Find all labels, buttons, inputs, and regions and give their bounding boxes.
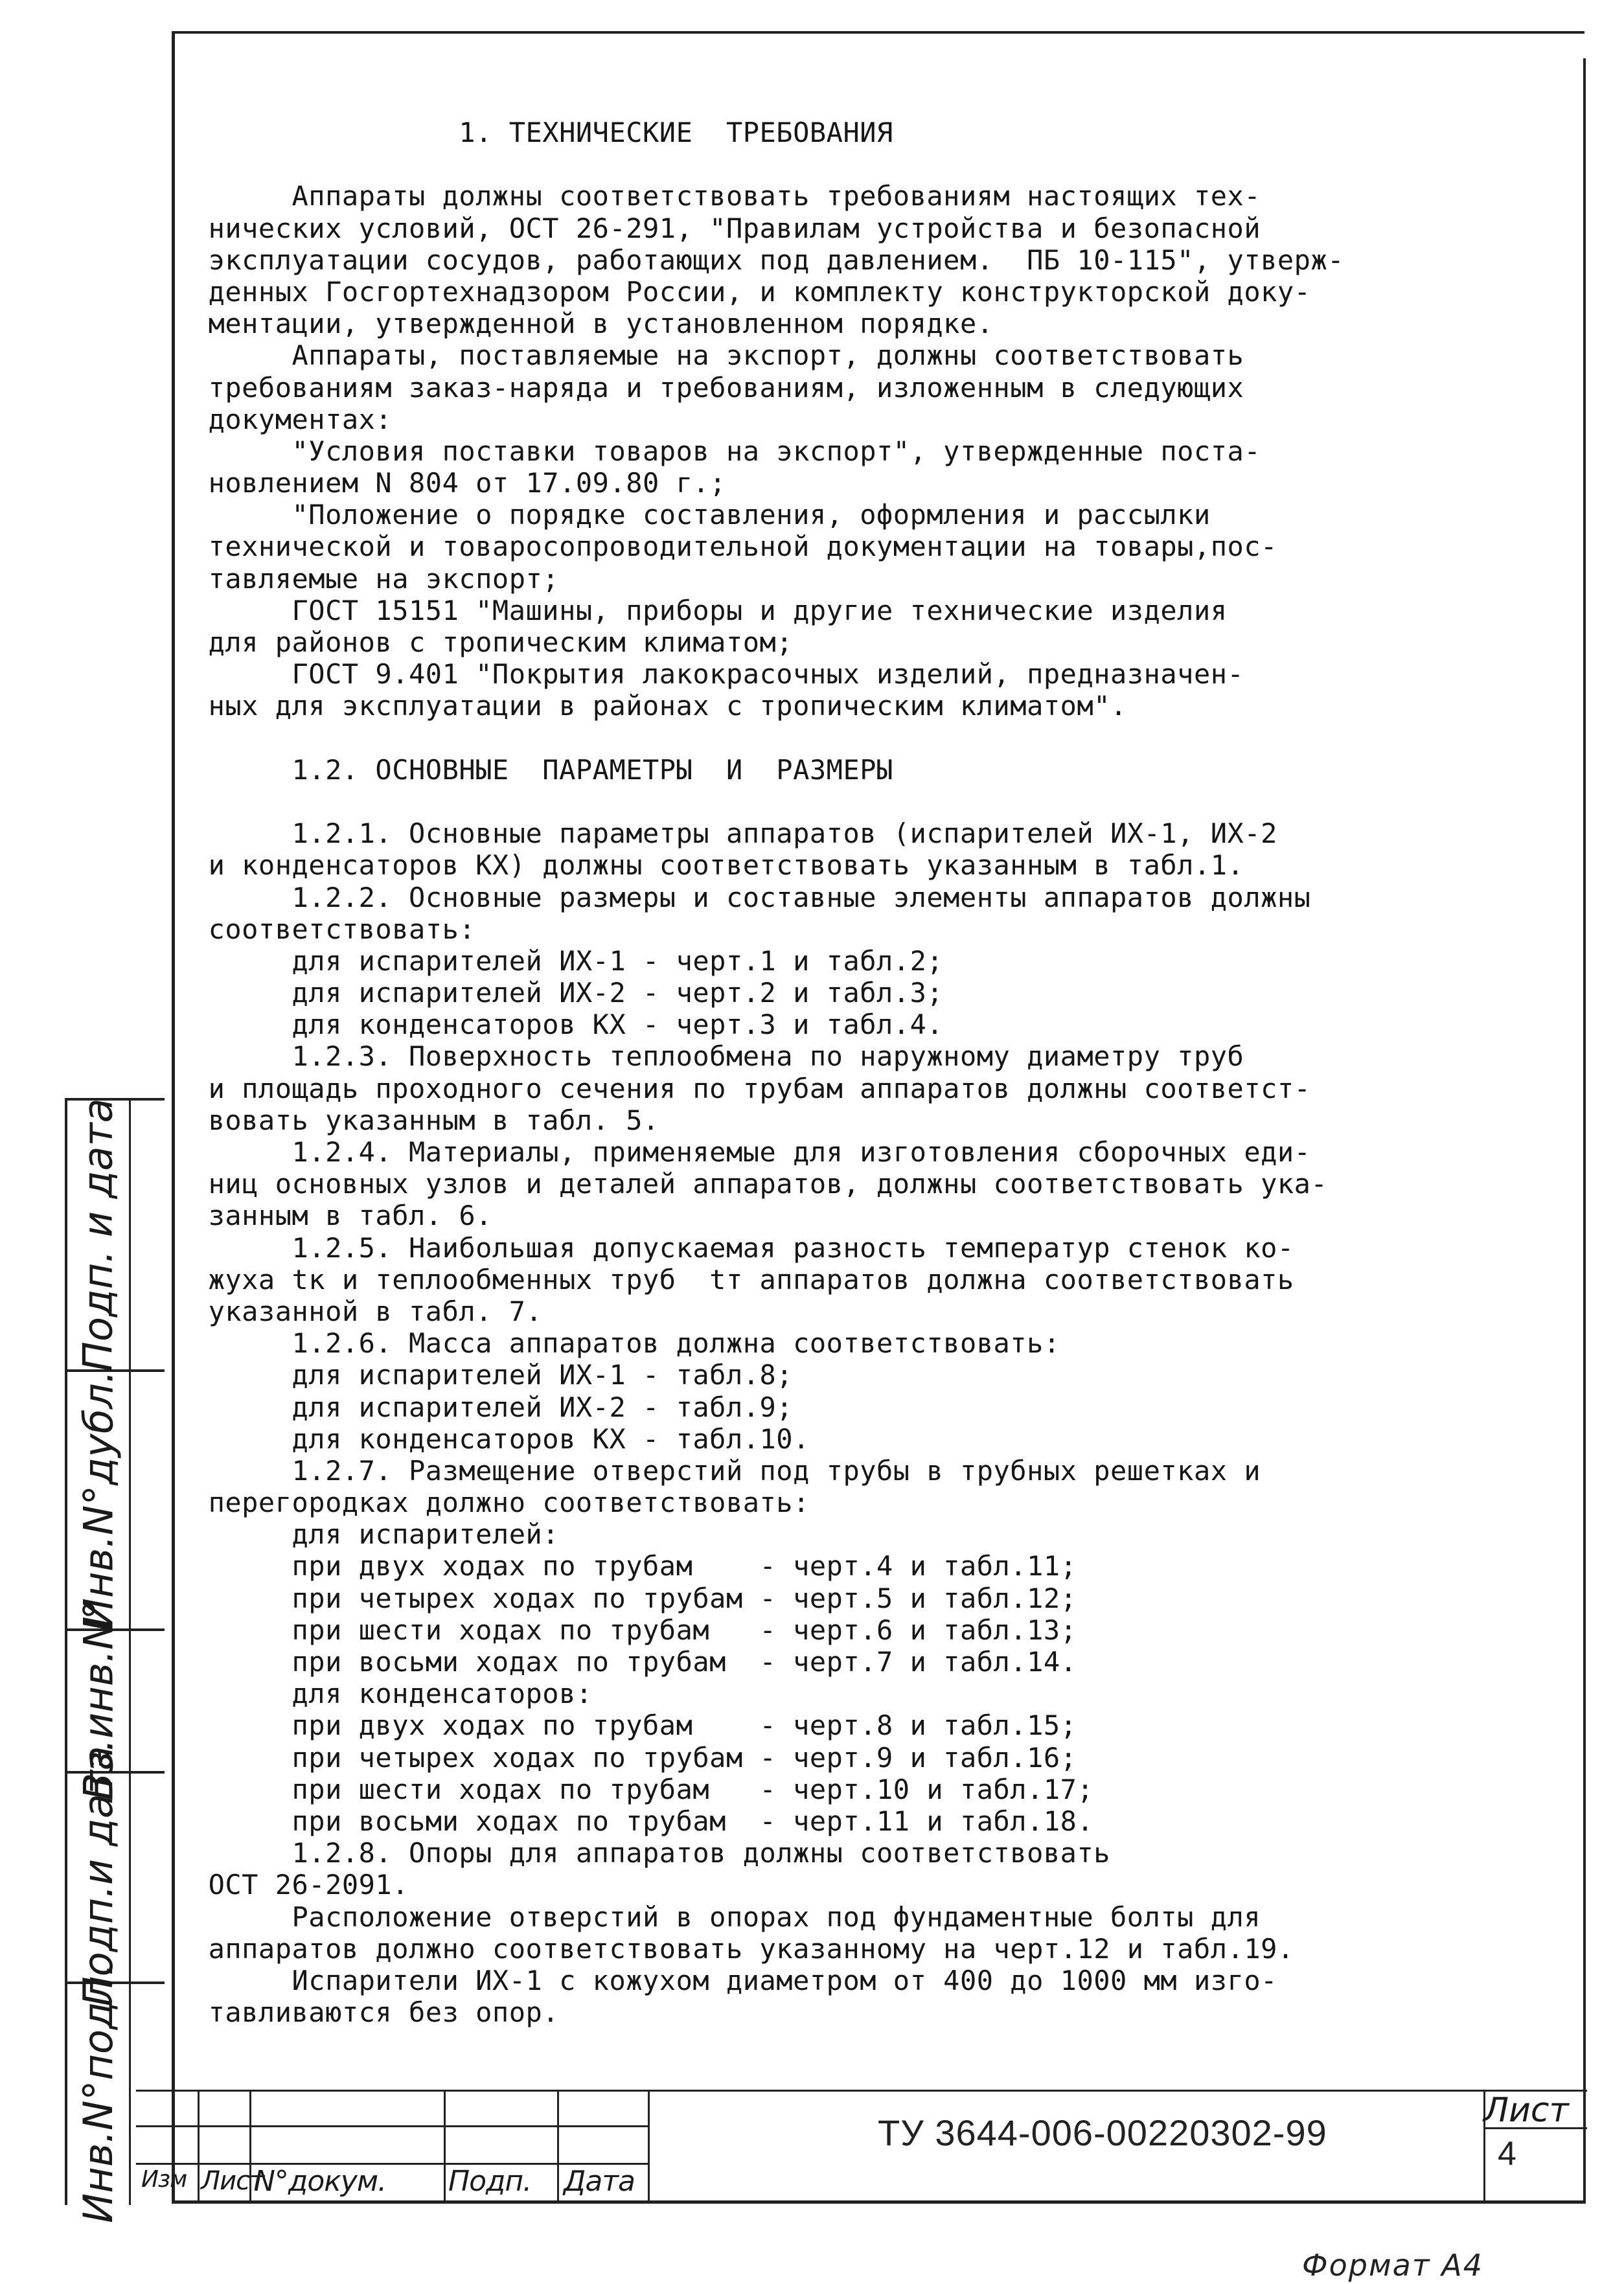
text-line: для испарителей:	[175, 1518, 560, 1551]
text-line	[175, 148, 1581, 180]
text-line: 1.2.1. Основные параметры аппаратов (испарителей ИХ-1, ИХ-2	[175, 817, 1277, 850]
column-label-date: Дата	[564, 2165, 635, 2198]
format-label: Формат А4	[1302, 2248, 1483, 2283]
text-line: соответствовать:	[175, 913, 476, 945]
document-body	[175, 117, 1581, 2028]
side-stamp	[65, 1098, 165, 2224]
text-line: эксплуатации сосудов, работающих под давлением. ПБ 10-115", утверж-	[175, 244, 1345, 276]
column-label-sheet: Лист	[201, 2166, 264, 2196]
text-line: при восьми ходах по трубам - черт.7 и табл.14.	[175, 1646, 1077, 1678]
text-line: требованиям заказ-наряда и требованиям, изложенным в следующих	[175, 371, 1244, 404]
frame-top-border	[172, 31, 1584, 34]
text-line: для испарителей ИХ-2 - табл.9;	[175, 1391, 794, 1423]
text-line: при шести ходах по трубам - черт.6 и табл.13;	[175, 1614, 1077, 1646]
sheet-label: Лист	[1483, 2091, 1569, 2130]
side-stamp-signature-date-2: Подп.и дата	[74, 1746, 122, 2007]
frame-right-border	[1583, 58, 1586, 2202]
column-label-document: N°докум.	[254, 2165, 387, 2198]
text-line: денных Госгортехнадзором России, и комплекту конструкторской доку-	[175, 275, 1311, 308]
text-line: указанной в табл. 7.	[175, 1295, 543, 1327]
text-line: для конденсаторов КХ - табл.10.	[175, 1422, 810, 1455]
text-line: Аппараты должны соответствовать требованиям настоящих тех-	[175, 180, 1261, 212]
text-line: для испарителей ИХ-1 - черт.1 и табл.2;	[175, 944, 944, 977]
text-line: Испарители ИХ-1 с кожухом диаметром от 400 до 1000 мм изго-	[175, 1964, 1277, 1996]
text-line: ГОСТ 9.401 "Покрытия лакокрасочных изделий, предназначен-	[175, 658, 1244, 691]
text-line: перегородках должно соответствовать:	[175, 1487, 810, 1519]
text-line: 1.2.7. Размещение отверстий под трубы в трубных решетках и	[175, 1454, 1261, 1487]
text-line: 1.2.4. Материалы, применяемые для изготовления сборочных еди-	[175, 1136, 1311, 1168]
side-stamp-duplicate-inventory: Инв.N°дубл.	[74, 1370, 122, 1628]
text-line: 1. ТЕХНИЧЕСКИЕ ТРЕБОВАНИЯ	[175, 117, 893, 148]
title-block-line	[557, 2090, 559, 2201]
side-stamp-replacement-inventory: Вз.инв.N°	[74, 1599, 122, 1800]
text-line: 1.2.3. Поверхность теплообмена по наружному диаметру труб	[175, 1040, 1244, 1073]
text-line: нических условий, ОСТ 26-291, "Правилам устройства и безопасной	[175, 212, 1261, 244]
text-line: 1.2. ОСНОВНЫЕ ПАРАМЕТРЫ И РАЗМЕРЫ	[175, 753, 893, 786]
text-line: ных для эксплуатации в районах с тропическим климатом".	[175, 690, 1127, 722]
text-line: Расположение отверстий в опорах под фундаментные болты для	[175, 1901, 1261, 1933]
text-line: ГОСТ 15151 "Машины, приборы и другие технические изделия	[175, 594, 1228, 626]
text-line: при четырех ходах по трубам - черт.5 и табл.12;	[175, 1582, 1077, 1614]
text-line: занным в табл. 6.	[175, 1200, 492, 1232]
title-block-line	[444, 2090, 446, 2201]
text-line: при восьми ходах по трубам - черт.11 и табл.18.	[175, 1805, 1094, 1837]
text-line: аппаратов должно соответствовать указанному на черт.12 и табл.19.	[175, 1932, 1294, 1965]
text-line: технической и товаросопроводительной документации на товары,пос-	[175, 531, 1277, 563]
text-line: и площадь проходного сечения по трубам аппаратов должны соответст-	[175, 1072, 1311, 1104]
text-line: 1.2.2. Основные размеры и составные элементы аппаратов должны	[175, 881, 1311, 913]
text-line	[175, 722, 1581, 754]
text-line: ОСТ 26-2091.	[175, 1869, 409, 1901]
title-block-line	[136, 2090, 1587, 2092]
text-line: для испарителей ИХ-1 - табл.8;	[175, 1359, 794, 1391]
side-stamp-original-inventory: Инв.N°подл.	[74, 1963, 122, 2224]
text-line: тавляемые на экспорт;	[175, 562, 560, 595]
text-line: документах:	[175, 403, 393, 435]
text-line: для конденсаторов:	[175, 1678, 593, 1710]
text-line: ниц основных узлов и деталей аппаратов, должны соответствовать ука-	[175, 1168, 1328, 1200]
sheet-number: 4	[1498, 2135, 1516, 2173]
text-line: для районов с тропическим климатом;	[175, 626, 794, 658]
text-line: новлением N 804 от 17.09.80 г.;	[175, 467, 726, 499]
text-line	[175, 786, 1581, 817]
text-line: при четырех ходах по трубам - черт.9 и табл.16;	[175, 1741, 1077, 1774]
text-line: вовать указанным в табл. 5.	[175, 1104, 659, 1136]
text-line: 1.2.5. Наибольшая допускаемая разность температур стенок ко-	[175, 1231, 1294, 1264]
text-line: ментации, утвержденной в установленном порядке.	[175, 308, 994, 340]
text-line: при двух ходах по трубам - черт.4 и табл.11;	[175, 1550, 1077, 1582]
text-line: и конденсаторов КХ) должны соответствовать указанным в табл.1.	[175, 849, 1244, 882]
title-block-line	[198, 2090, 200, 2201]
text-line: Аппараты, поставляемые на экспорт, должны соответствовать	[175, 339, 1244, 372]
side-stamp-signature-date-1: Подп. и дата	[74, 1098, 122, 1372]
text-line: жуха tк и теплообменных труб tт аппаратов должна соответствовать	[175, 1263, 1294, 1296]
side-stamp-column-divider	[129, 1101, 131, 2205]
title-block	[136, 2090, 1587, 2201]
text-line: 1.2.6. Масса аппаратов должна соответствовать:	[175, 1327, 1060, 1360]
text-line: 1.2.8. Опоры для аппаратов должны соответствовать	[175, 1837, 1111, 1869]
text-line: при двух ходах по трубам - черт.8 и табл.15;	[175, 1709, 1077, 1742]
title-block-line	[648, 2090, 650, 2201]
column-label-signature: Подп.	[448, 2165, 532, 2198]
text-line: "Условия поставки товаров на экспорт", утвержденные поста-	[175, 435, 1261, 467]
text-line: при шести ходах по трубам - черт.10 и табл.17;	[175, 1773, 1094, 1805]
column-label-change: Изм	[141, 2166, 187, 2193]
document-number: ТУ 3644-006-00220302-99	[878, 2112, 1327, 2153]
title-block-line	[136, 2125, 648, 2127]
text-line: "Положение о порядке составления, оформления и рассылки	[175, 499, 1211, 531]
text-line: для испарителей ИХ-2 - черт.2 и табл.3;	[175, 977, 944, 1009]
text-line: для конденсаторов КХ - черт.3 и табл.4.	[175, 1009, 944, 1041]
text-line: тавливаются без опор.	[175, 1996, 560, 2029]
